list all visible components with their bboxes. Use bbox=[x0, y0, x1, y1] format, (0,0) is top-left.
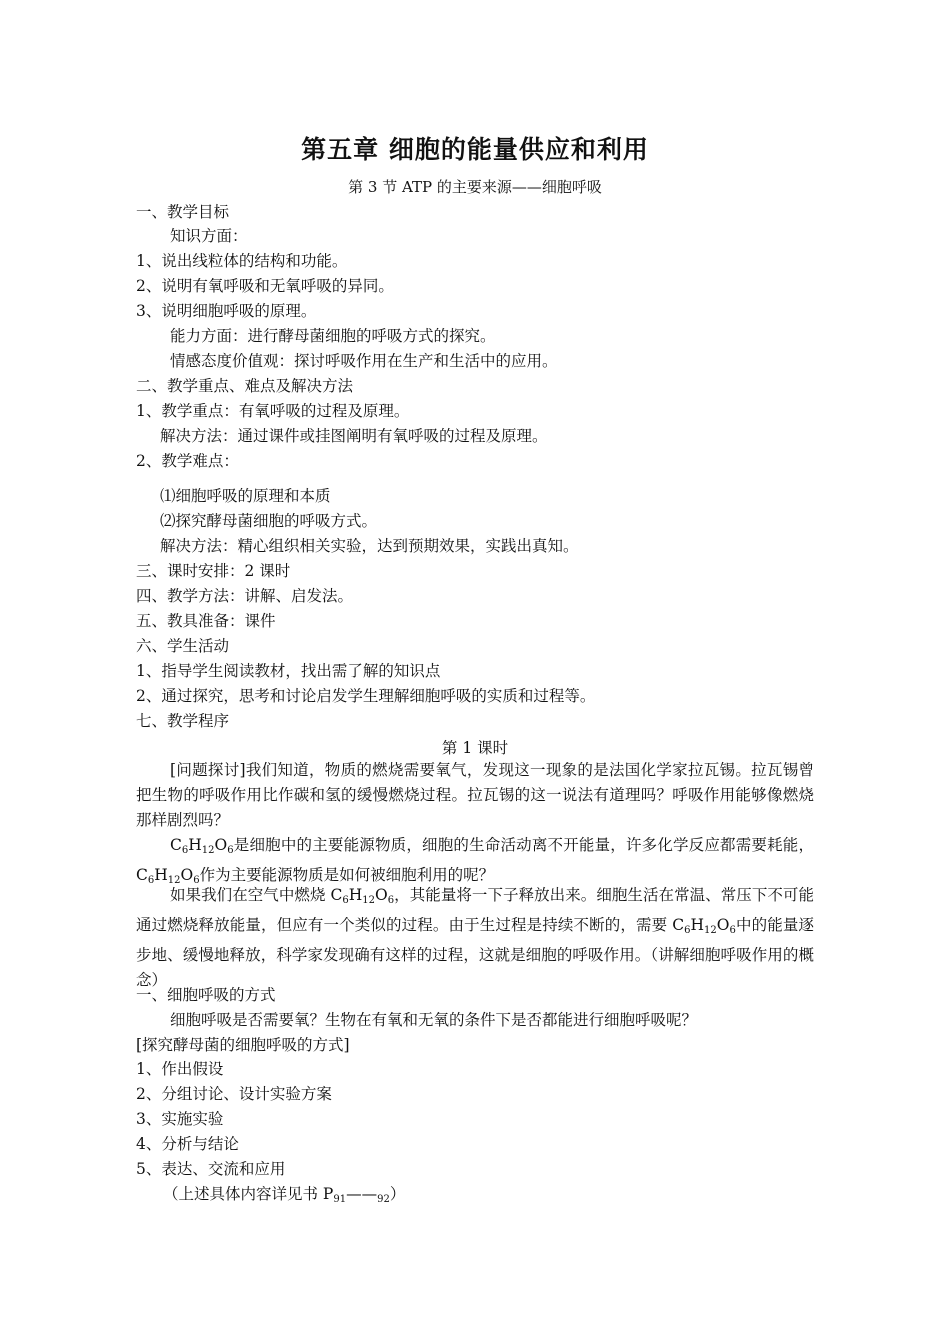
para2-text-b: 作为主要能源物质是如何被细胞利用的呢？ bbox=[199, 866, 495, 884]
ref-page-start: 91 bbox=[333, 1194, 347, 1205]
heading-key-points: 二、教学重点、难点及解决方法 bbox=[136, 377, 354, 395]
formula-h-sub: 12 bbox=[201, 845, 215, 856]
solution-text: 解决方法：精心组织相关实验，达到预期效果，实践出真知。 bbox=[160, 537, 579, 555]
difficulty-item: ⑴细胞呼吸的原理和本质 bbox=[160, 487, 331, 505]
lesson-heading: 第 1 课时 bbox=[441, 739, 509, 757]
para3-text-c: 中的能量逐步地、缓慢地释放，科学家发现确有这样的过程，这就是细胞的呼吸作用。（讲解细胞呼吸作用的概念） bbox=[136, 916, 814, 989]
activity-item: 2、通过探究，思考和讨论启发学生理解细胞呼吸的实质和过程等。 bbox=[136, 687, 596, 705]
formula-c-sub: 6 bbox=[684, 925, 691, 936]
problem-paragraph: [问题探讨]我们知道，物质的燃烧需要氧气，发现这一现象的是法国化学家拉瓦锡。拉瓦锡曾把生物的呼吸作用比作碳和氢的缓慢燃烧过程。拉瓦锡的这一说法有道理吗？呼吸作用能够像燃烧那样剧烈吗？ bbox=[136, 761, 814, 829]
heading-objectives: 一、教学目标 bbox=[136, 203, 230, 221]
key-point: 1、教学重点：有氧呼吸的过程及原理。 bbox=[136, 402, 410, 420]
objective-item: 1、说出线粒体的结构和功能。 bbox=[136, 252, 348, 270]
formula-o: O bbox=[716, 916, 730, 934]
formula-c: C bbox=[672, 916, 685, 934]
formula-c: C bbox=[330, 886, 343, 904]
formula-h: H bbox=[348, 886, 363, 904]
difficulty-item: ⑵探究酵母菌细胞的呼吸方式。 bbox=[160, 512, 378, 530]
difficulty-label: 2、教学难点： bbox=[136, 452, 239, 470]
formula-c-sub: 6 bbox=[342, 895, 349, 906]
reference-note bbox=[163, 1184, 405, 1210]
step-item: 4、分析与结论 bbox=[136, 1135, 239, 1153]
materials-text: 五、教具准备：课件 bbox=[136, 612, 276, 630]
ref-text-b: ） bbox=[389, 1185, 406, 1203]
formula-o-sub: 6 bbox=[227, 845, 234, 856]
formula-o-sub: 6 bbox=[193, 875, 200, 886]
para3-text-a: 如果我们在空气中燃烧 bbox=[170, 886, 331, 904]
objective-item: 2、说明有氧呼吸和无氧呼吸的异同。 bbox=[136, 277, 394, 295]
section-subtitle: 第 3 节 ATP 的主要来源——细胞呼吸 bbox=[348, 178, 602, 196]
formula-o-sub: 6 bbox=[387, 895, 395, 906]
knowledge-label: 知识方面： bbox=[170, 227, 248, 245]
formula-c: C bbox=[170, 836, 182, 854]
formula-h: H bbox=[188, 836, 202, 854]
formula-h-sub: 12 bbox=[704, 925, 717, 936]
heading-activities: 六、学生活动 bbox=[136, 637, 230, 655]
formula-o-sub: 6 bbox=[729, 925, 736, 936]
chapter-title: 第五章 细胞的能量供应和利用 bbox=[301, 135, 649, 164]
question-text: 细胞呼吸是否需要氧？生物在有氧和无氧的条件下是否都能进行细胞呼吸呢？ bbox=[170, 1011, 698, 1029]
formula-h-sub: 12 bbox=[167, 875, 181, 886]
para2-text-a: 是细胞中的主要能源物质，细胞的生命活动离不开能量，许多化学反应都需要耗能， bbox=[233, 836, 814, 854]
step-item: 5、表达、交流和应用 bbox=[136, 1160, 286, 1178]
step-item: 3、实施实验 bbox=[136, 1110, 224, 1128]
formula-c: C bbox=[136, 866, 148, 884]
formula-o: O bbox=[180, 866, 194, 884]
attitude-text: 情感态度价值观：探讨呼吸作用在生产和生活中的应用。 bbox=[170, 352, 558, 370]
formula-o: O bbox=[214, 836, 228, 854]
ability-text: 能力方面：进行酵母菌细胞的呼吸方式的探究。 bbox=[170, 327, 496, 345]
ref-text-a: （上述具体内容详见书 P bbox=[163, 1185, 334, 1203]
formula-c-sub: 6 bbox=[181, 845, 189, 856]
objective-item: 3、说明细胞呼吸的原理。 bbox=[136, 302, 317, 320]
activity-item: 1、指导学生阅读教材，找出需了解的知识点 bbox=[136, 662, 441, 680]
formula-h: H bbox=[690, 916, 705, 934]
ref-page-end: 92 bbox=[377, 1194, 390, 1205]
step-item: 2、分组讨论、设计实验方案 bbox=[136, 1085, 332, 1103]
formula-h-sub: 12 bbox=[362, 895, 376, 906]
heading-respiration-mode: 一、细胞呼吸的方式 bbox=[136, 986, 276, 1004]
solution-text: 解决方法：通过课件或挂图阐明有氧呼吸的过程及原理。 bbox=[160, 427, 548, 445]
schedule-text: 三、课时安排：2 课时 bbox=[136, 562, 291, 580]
burning-paragraph bbox=[136, 883, 814, 993]
para3-text-b: ，其能量将一下子释放出来。细胞生活在常温、常压下不可能通过燃烧释放能量，但应有一个类似的过程。由于生过程是持续不断的，需要 bbox=[136, 886, 814, 934]
heading-procedure: 七、教学程序 bbox=[136, 712, 230, 730]
ref-dash: —— bbox=[346, 1185, 378, 1203]
explore-title: [探究酵母菌的细胞呼吸的方式] bbox=[136, 1036, 350, 1054]
step-item: 1、作出假设 bbox=[136, 1060, 224, 1078]
formula-o: O bbox=[375, 886, 388, 904]
method-text: 四、教学方法：讲解、启发法。 bbox=[136, 587, 354, 605]
formula-c-sub: 6 bbox=[147, 875, 155, 886]
formula-h: H bbox=[154, 866, 168, 884]
